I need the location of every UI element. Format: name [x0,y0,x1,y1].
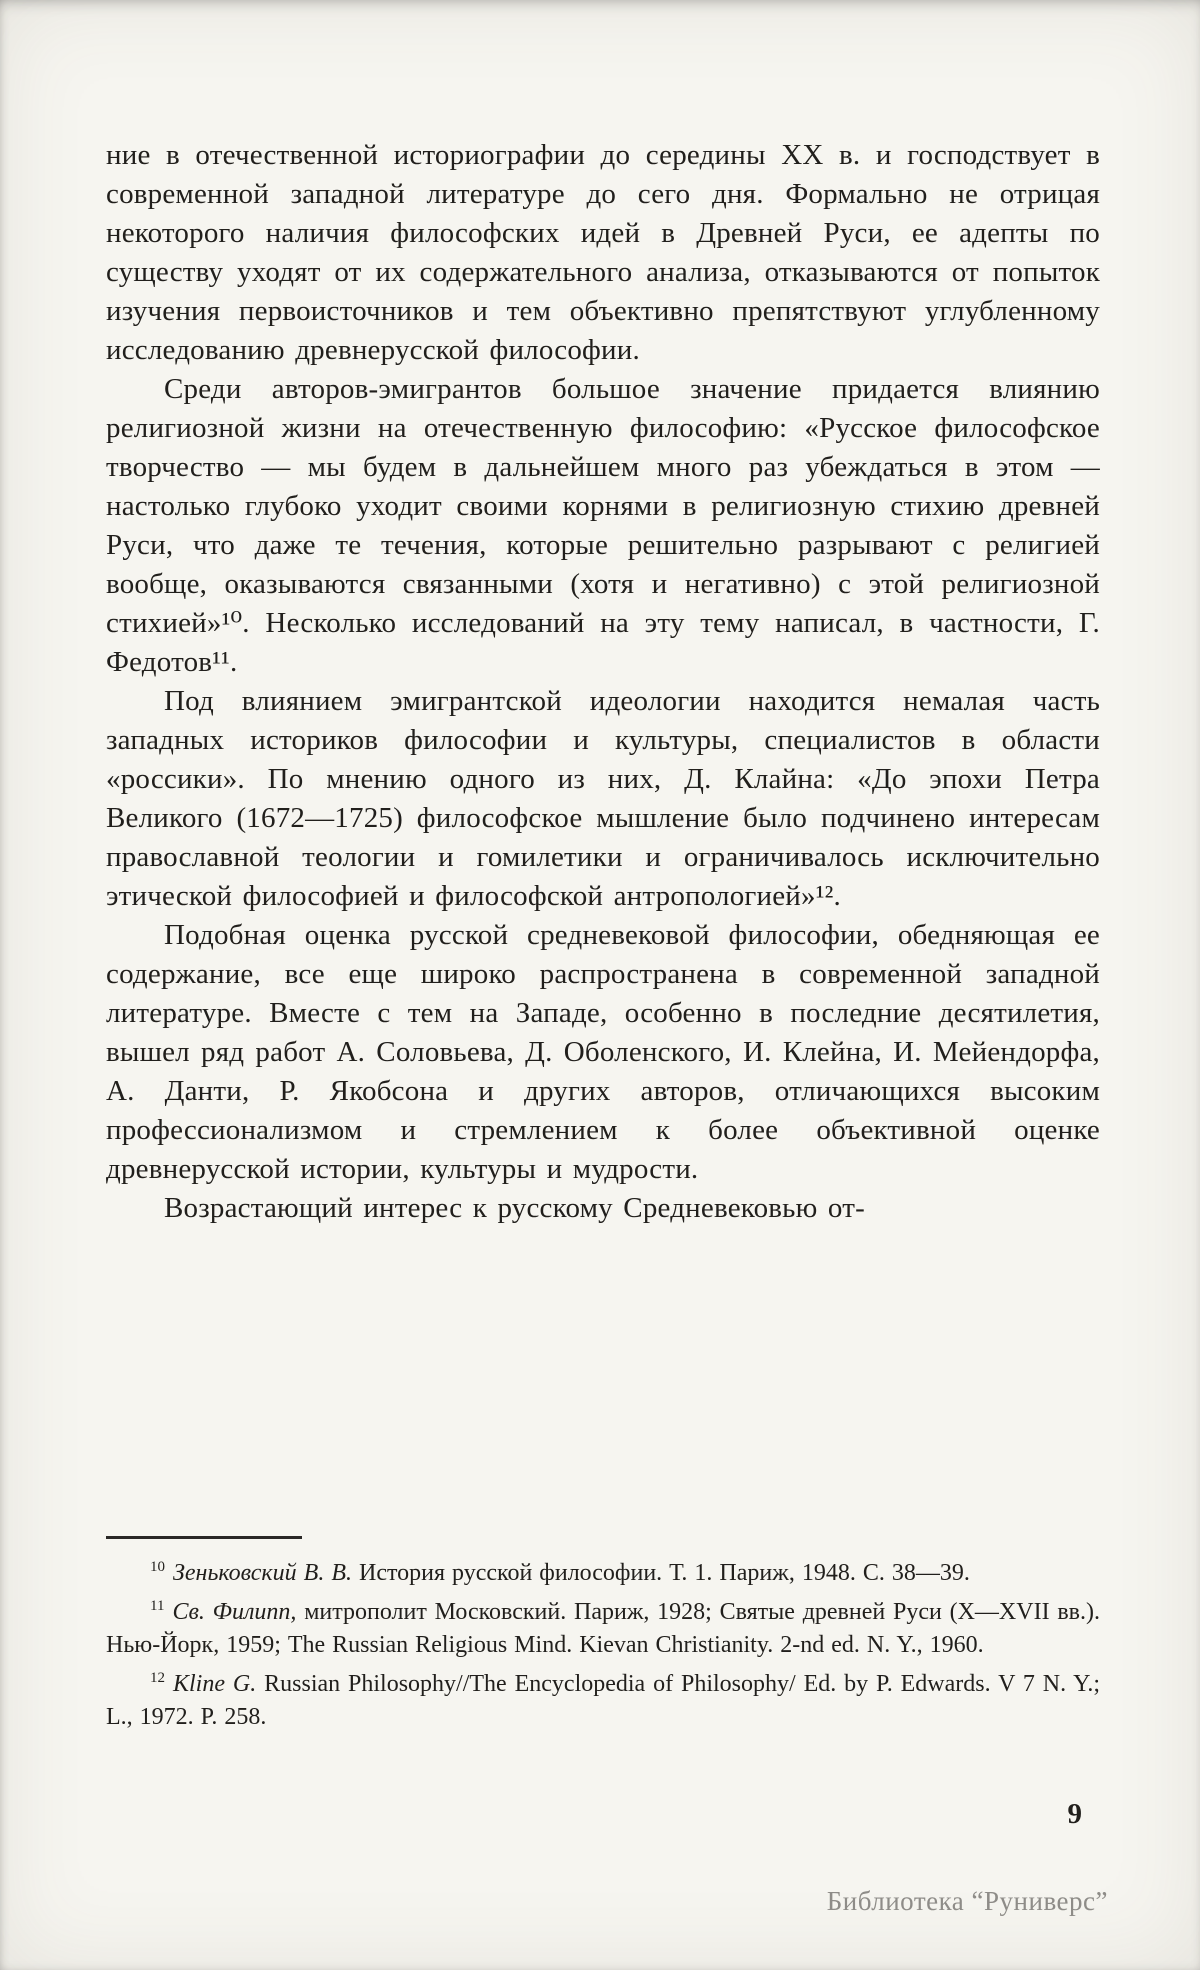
body-paragraph: ние в отечественной историографии до середины XX в. и господствует в современной западной литературе до сего дня. Формально не отрицая некоторого наличия философских идей в Древней Руси, ее адепты по существу уходят от их содержательного анализа, отказываются от попыток изучения первоисточников и тем объективно препятствуют углубленному исследованию древнерусской философии. [106,139,1100,366]
footnote [106,1551,1100,1590]
footnote-author: Зеньковский В. В. [173,1560,352,1586]
page-number: 9 [1067,1798,1082,1830]
footnotes-section [106,1536,1100,1734]
footnote-marker: 12 [150,1670,165,1686]
footnote-marker: 10 [150,1559,165,1575]
footnote-divider [106,1536,302,1539]
body-paragraph: Возрастающий интерес к русскому Средневековью от- [164,1192,865,1224]
body-paragraph: Подобная оценка русской средневековой философии, обедняющая ее содержание, все еще широко распространена в современной западной литературе. Вместе с тем на Западе, особенно в последние десятилетия, вышел ряд работ А. Соловьева, Д. Оболенского, И. Клейна, И. Мейендорфа, А. Данти, Р. Якобсона и других авторов, отличающихся высоким профессионализмом и стремлением к более объективной оценке древнерусской истории, культуры и мудрости. [106,919,1100,1185]
footnote-author: Св. Филипп, [172,1599,297,1625]
body-paragraph: Под влиянием эмигрантской идеологии находится немалая часть западных историков философии и культуры, специалистов в области «россики». По мнению одного из них, Д. Клайна: «До эпохи Петра Великого (1672—1725) философское мышление было подчинено интересам православной теологии и гомилетики и ограничивалось исключительно этической философией и философской антропологией»¹². [106,685,1100,912]
footnote-marker: 11 [150,1598,165,1614]
footnote-text: митрополит Московский. Париж, 1928; Святые древней Руси (X—XVII вв.). Нью-Йорк, 1959; The Russian Religious Mind. Kievan Christianity. 2-nd ed. N. Y., 1960. [106,1599,1100,1658]
watermark: Библиотека “Руниверс” [826,1886,1108,1916]
footnote-text: История русской философии. Т. 1. Париж, 1948. С. 38—39. [351,1560,970,1586]
footnote [106,1662,1100,1734]
body-paragraph: Среди авторов-эмигрантов большое значение придается влиянию религиозной жизни на отечественную философию: «Русское философское творчество — мы будем в дальнейшем много раз убеждаться в этом — настолько глубоко уходит своими корнями в религиозную стихию древней Руси, что даже те течения, которые решительно разрывают с религией вообще, оказываются связанными (хотя и негативно) с этой религиозной стихией»¹⁰. Несколько исследований на эту тему написал, в частности, Г. Федотов¹¹. [106,373,1100,678]
footnote [106,1590,1100,1662]
footnote-text: Russian Philosophy//The Encyclopedia of Philosophy/ Ed. by P. Edwards. V 7 N. Y.; L., 1972. P. 258. [106,1671,1101,1730]
main-text [106,136,1100,1228]
footnote-author: Kline G. [173,1671,257,1697]
